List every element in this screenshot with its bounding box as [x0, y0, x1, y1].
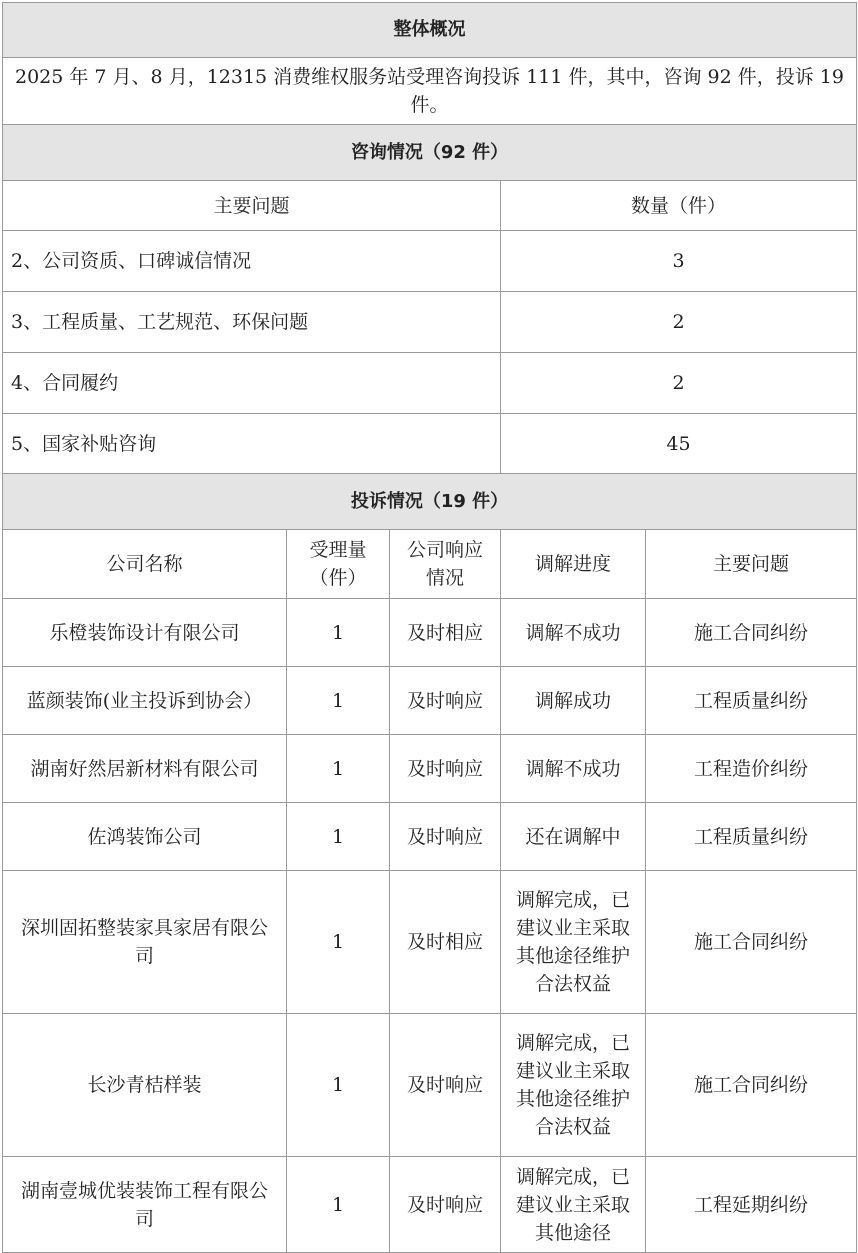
- company-name: 长沙青桔样装: [3, 1014, 287, 1157]
- overview-header-row: [3, 3, 857, 58]
- consult-count: 3: [501, 231, 857, 292]
- company-name: 佐鸿装饰公司: [3, 803, 287, 871]
- mediation-progress: 调解不成功: [501, 735, 646, 803]
- table-row: [3, 292, 857, 353]
- main-issue: 工程造价纠纷: [646, 735, 857, 803]
- consult-issue: 4、合同履约: [3, 353, 501, 414]
- table-row: [3, 667, 857, 735]
- table-row: [3, 231, 857, 292]
- consult-issue: 2、公司资质、口碑诚信情况: [3, 231, 501, 292]
- main-issue: 施工合同纠纷: [646, 1014, 857, 1157]
- complaints-title: 投诉情况（19 件）: [3, 474, 857, 530]
- main-issue: 工程延期纠纷: [646, 1157, 857, 1253]
- accepted-count: 1: [287, 1014, 390, 1157]
- table-row: [3, 871, 857, 1014]
- main-issue: 工程质量纠纷: [646, 667, 857, 735]
- mediation-progress: 调解完成，已建议业主采取其他途径: [501, 1157, 646, 1253]
- consult-issue: 3、工程质量、工艺规范、环保问题: [3, 292, 501, 353]
- mediation-progress: 调解成功: [501, 667, 646, 735]
- mediation-progress: 调解完成，已建议业主采取其他途径维护合法权益: [501, 871, 646, 1014]
- company-name: 蓝颜装饰(业主投诉到协会）: [3, 667, 287, 735]
- company-name: 湖南壹城优装装饰工程有限公司: [3, 1157, 287, 1253]
- mediation-progress: 调解完成，已建议业主采取其他途径维护合法权益: [501, 1014, 646, 1157]
- consult-count: 2: [501, 353, 857, 414]
- report-table: [2, 2, 857, 1253]
- accepted-count: 1: [287, 667, 390, 735]
- consult-col-issue: 主要问题: [3, 181, 501, 231]
- table-row: [3, 414, 857, 474]
- overview-text: 2025 年 7 月、8 月，12315 消费维权服务站受理咨询投诉 111 件，其中，咨询 92 件，投诉 19 件。: [3, 58, 857, 125]
- col-response: 公司响应情况: [390, 530, 501, 599]
- col-issue: 主要问题: [646, 530, 857, 599]
- table-row: [3, 599, 857, 667]
- complaints-column-headers: [3, 530, 857, 599]
- main-issue: 施工合同纠纷: [646, 871, 857, 1014]
- overview-text-row: [3, 58, 857, 125]
- table-row: [3, 1157, 857, 1253]
- response-status: 及时响应: [390, 1014, 501, 1157]
- accepted-count: 1: [287, 735, 390, 803]
- col-accepted: 受理量（件）: [287, 530, 390, 599]
- response-status: 及时相应: [390, 599, 501, 667]
- accepted-count: 1: [287, 871, 390, 1014]
- consult-count: 45: [501, 414, 857, 474]
- accepted-count: 1: [287, 599, 390, 667]
- company-name: 乐橙装饰设计有限公司: [3, 599, 287, 667]
- response-status: 及时响应: [390, 735, 501, 803]
- response-status: 及时响应: [390, 667, 501, 735]
- consult-header-row: [3, 125, 857, 181]
- consult-issue: 5、国家补贴咨询: [3, 414, 501, 474]
- accepted-count: 1: [287, 1157, 390, 1253]
- mediation-progress: 还在调解中: [501, 803, 646, 871]
- response-status: 及时响应: [390, 1157, 501, 1253]
- table-row: [3, 1014, 857, 1157]
- col-progress: 调解进度: [501, 530, 646, 599]
- table-row: [3, 735, 857, 803]
- company-name: 湖南好然居新材料有限公司: [3, 735, 287, 803]
- col-company: 公司名称: [3, 530, 287, 599]
- overview-title: 整体概况: [3, 3, 857, 58]
- consult-count: 2: [501, 292, 857, 353]
- main-issue: 工程质量纠纷: [646, 803, 857, 871]
- consult-column-headers: [3, 181, 857, 231]
- consult-title: 咨询情况（92 件）: [3, 125, 857, 181]
- complaints-header-row: [3, 474, 857, 530]
- company-name: 深圳固拓整装家具家居有限公司: [3, 871, 287, 1014]
- consult-col-count: 数量（件）: [501, 181, 857, 231]
- accepted-count: 1: [287, 803, 390, 871]
- table-row: [3, 353, 857, 414]
- mediation-progress: 调解不成功: [501, 599, 646, 667]
- table-row: [3, 803, 857, 871]
- main-issue: 施工合同纠纷: [646, 599, 857, 667]
- response-status: 及时相应: [390, 871, 501, 1014]
- response-status: 及时响应: [390, 803, 501, 871]
